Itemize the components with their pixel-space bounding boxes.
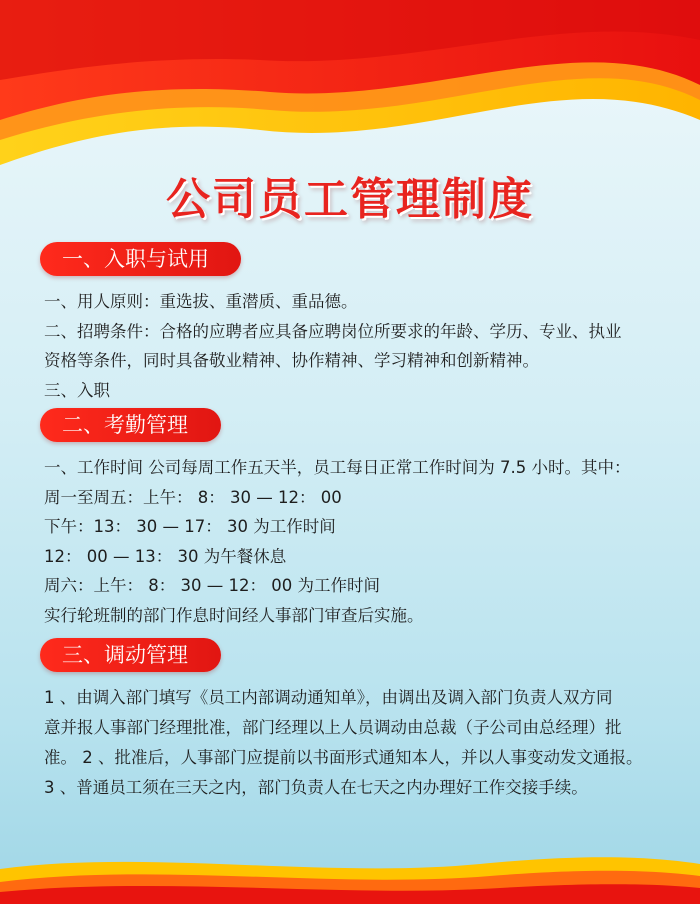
text-line: 意并报人事部门经理批准，部门经理以上人员调动由总裁（子公司由总经理）批	[44, 718, 622, 737]
top-wave-decoration	[0, 0, 700, 175]
section-heading-onboarding: 一、入职与试用	[40, 242, 241, 276]
text-line: 12： 00 — 13： 30 为午餐休息	[44, 546, 287, 566]
section-heading-transfer: 三、调动管理	[40, 638, 221, 672]
page-title: 公司员工管理制度	[166, 174, 534, 225]
text-line: 二、招聘条件：合格的应聘者应具备应聘岗位所要求的年龄、学历、专业、执业	[44, 321, 622, 341]
text-line: 一、用人原则：重选拔、重潜质、重品德。	[44, 292, 358, 311]
text-line: 准。 2 、批准后，人事部门应提前以书面形式通知本人，并以人事变动发文通报。	[44, 748, 643, 767]
text-line: 实行轮班制的部门作息时间经人事部门审查后实施。	[44, 605, 424, 625]
text-line: 资格等条件，同时具备敬业精神、协作精神、学习精神和创新精神。	[44, 351, 539, 370]
text-line: 周一至周五：上午： 8： 30 — 12： 00	[44, 487, 342, 507]
text-line: 周六：上午： 8： 30 — 12： 00 为工作时间	[44, 576, 380, 595]
bottom-wave-decoration	[0, 834, 700, 904]
text-line: 1 、由调入部门填写《员工内部调动通知单》，由调出及调入部门负责人双方同	[44, 688, 613, 707]
section-body-attendance	[44, 453, 668, 630]
text-line: 3 、普通员工须在三天之内，部门负责人在七天之内办理好工作交接手续。	[44, 778, 588, 797]
text-line: 一、工作时间 公司每周工作五天半，员工每日正常工作时间为 7.5 小时。其中：	[44, 458, 631, 477]
text-line: 三、入职	[44, 380, 110, 400]
section-heading-attendance: 二、考勤管理	[40, 408, 221, 442]
section-body-onboarding	[44, 287, 668, 405]
section-body-transfer	[44, 683, 668, 803]
text-line: 下午：13： 30 — 17： 30 为工作时间	[44, 517, 336, 536]
